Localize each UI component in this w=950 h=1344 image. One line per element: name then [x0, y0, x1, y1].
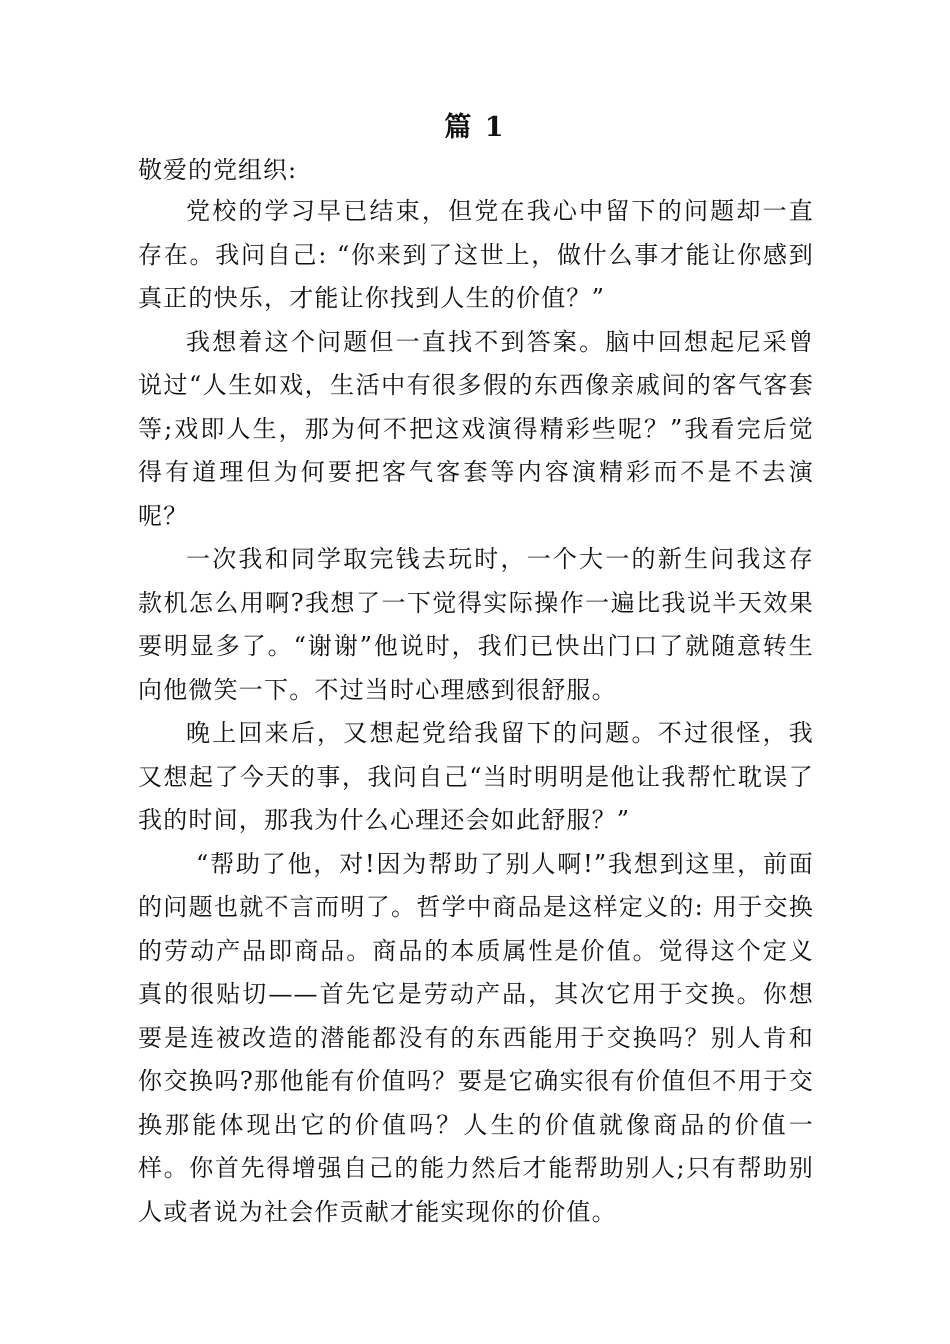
document-body	[138, 190, 814, 1234]
salutation: 敬爱的党组织:	[138, 156, 298, 184]
paragraph: 我想着这个问题但一直找不到答案。脑中回想起尼采曾说过“人生如戏，生活中有很多假的东西像亲戚间的客气客套等;戏即人生，那为何不把这戏演得精彩些呢？”我看完后觉得有道理但为何要把客气客套等内容演精彩而不是不去演呢？	[138, 327, 814, 530]
paragraph: 晚上回来后，又想起党给我留下的问题。不过很怪，我又想起了今天的事，我问自己“当时明明是他让我帮忙耽误了我的时间，那我为什么心理还会如此舒服？”	[138, 719, 814, 834]
paragraph: 党校的学习早已结束，但党在我心中留下的问题却一直存在。我问自己: “你来到了这世上，做什么事才能让你感到真正的快乐，才能让你找到人生的价值？”	[138, 197, 814, 312]
document-title: 篇 1	[444, 112, 506, 143]
paragraph: “帮助了他，对!因为帮助了别人啊!”我想到这里，前面的问题也就不言而明了。哲学中商品是这样定义的: 用于交换的劳动产品即商品。商品的本质属性是价值。觉得这个定义真的很贴切——首先它是劳动产品，其次它用于交换。你想要是连被改造的潜能都没有的东西能用于交换吗？别人肯和你交换吗?那他能有价值吗？要是它确实很有价值但不用于交换那能体现出它的价值吗？人生的价值就像商品的价值一样。你首先得增强自己的能力然后才能帮助别人;只有帮助别人或者说为社会作贡献才能实现你的价值。	[138, 849, 814, 1226]
paragraph: 一次我和同学取完钱去玩时，一个大一的新生问我这存款机怎么用啊?我想了一下觉得实际操作一遍比我说半天效果要明显多了。“谢谢”他说时，我们已快出门口了就随意转生向他微笑一下。不过当时心理感到很舒服。	[138, 545, 814, 704]
